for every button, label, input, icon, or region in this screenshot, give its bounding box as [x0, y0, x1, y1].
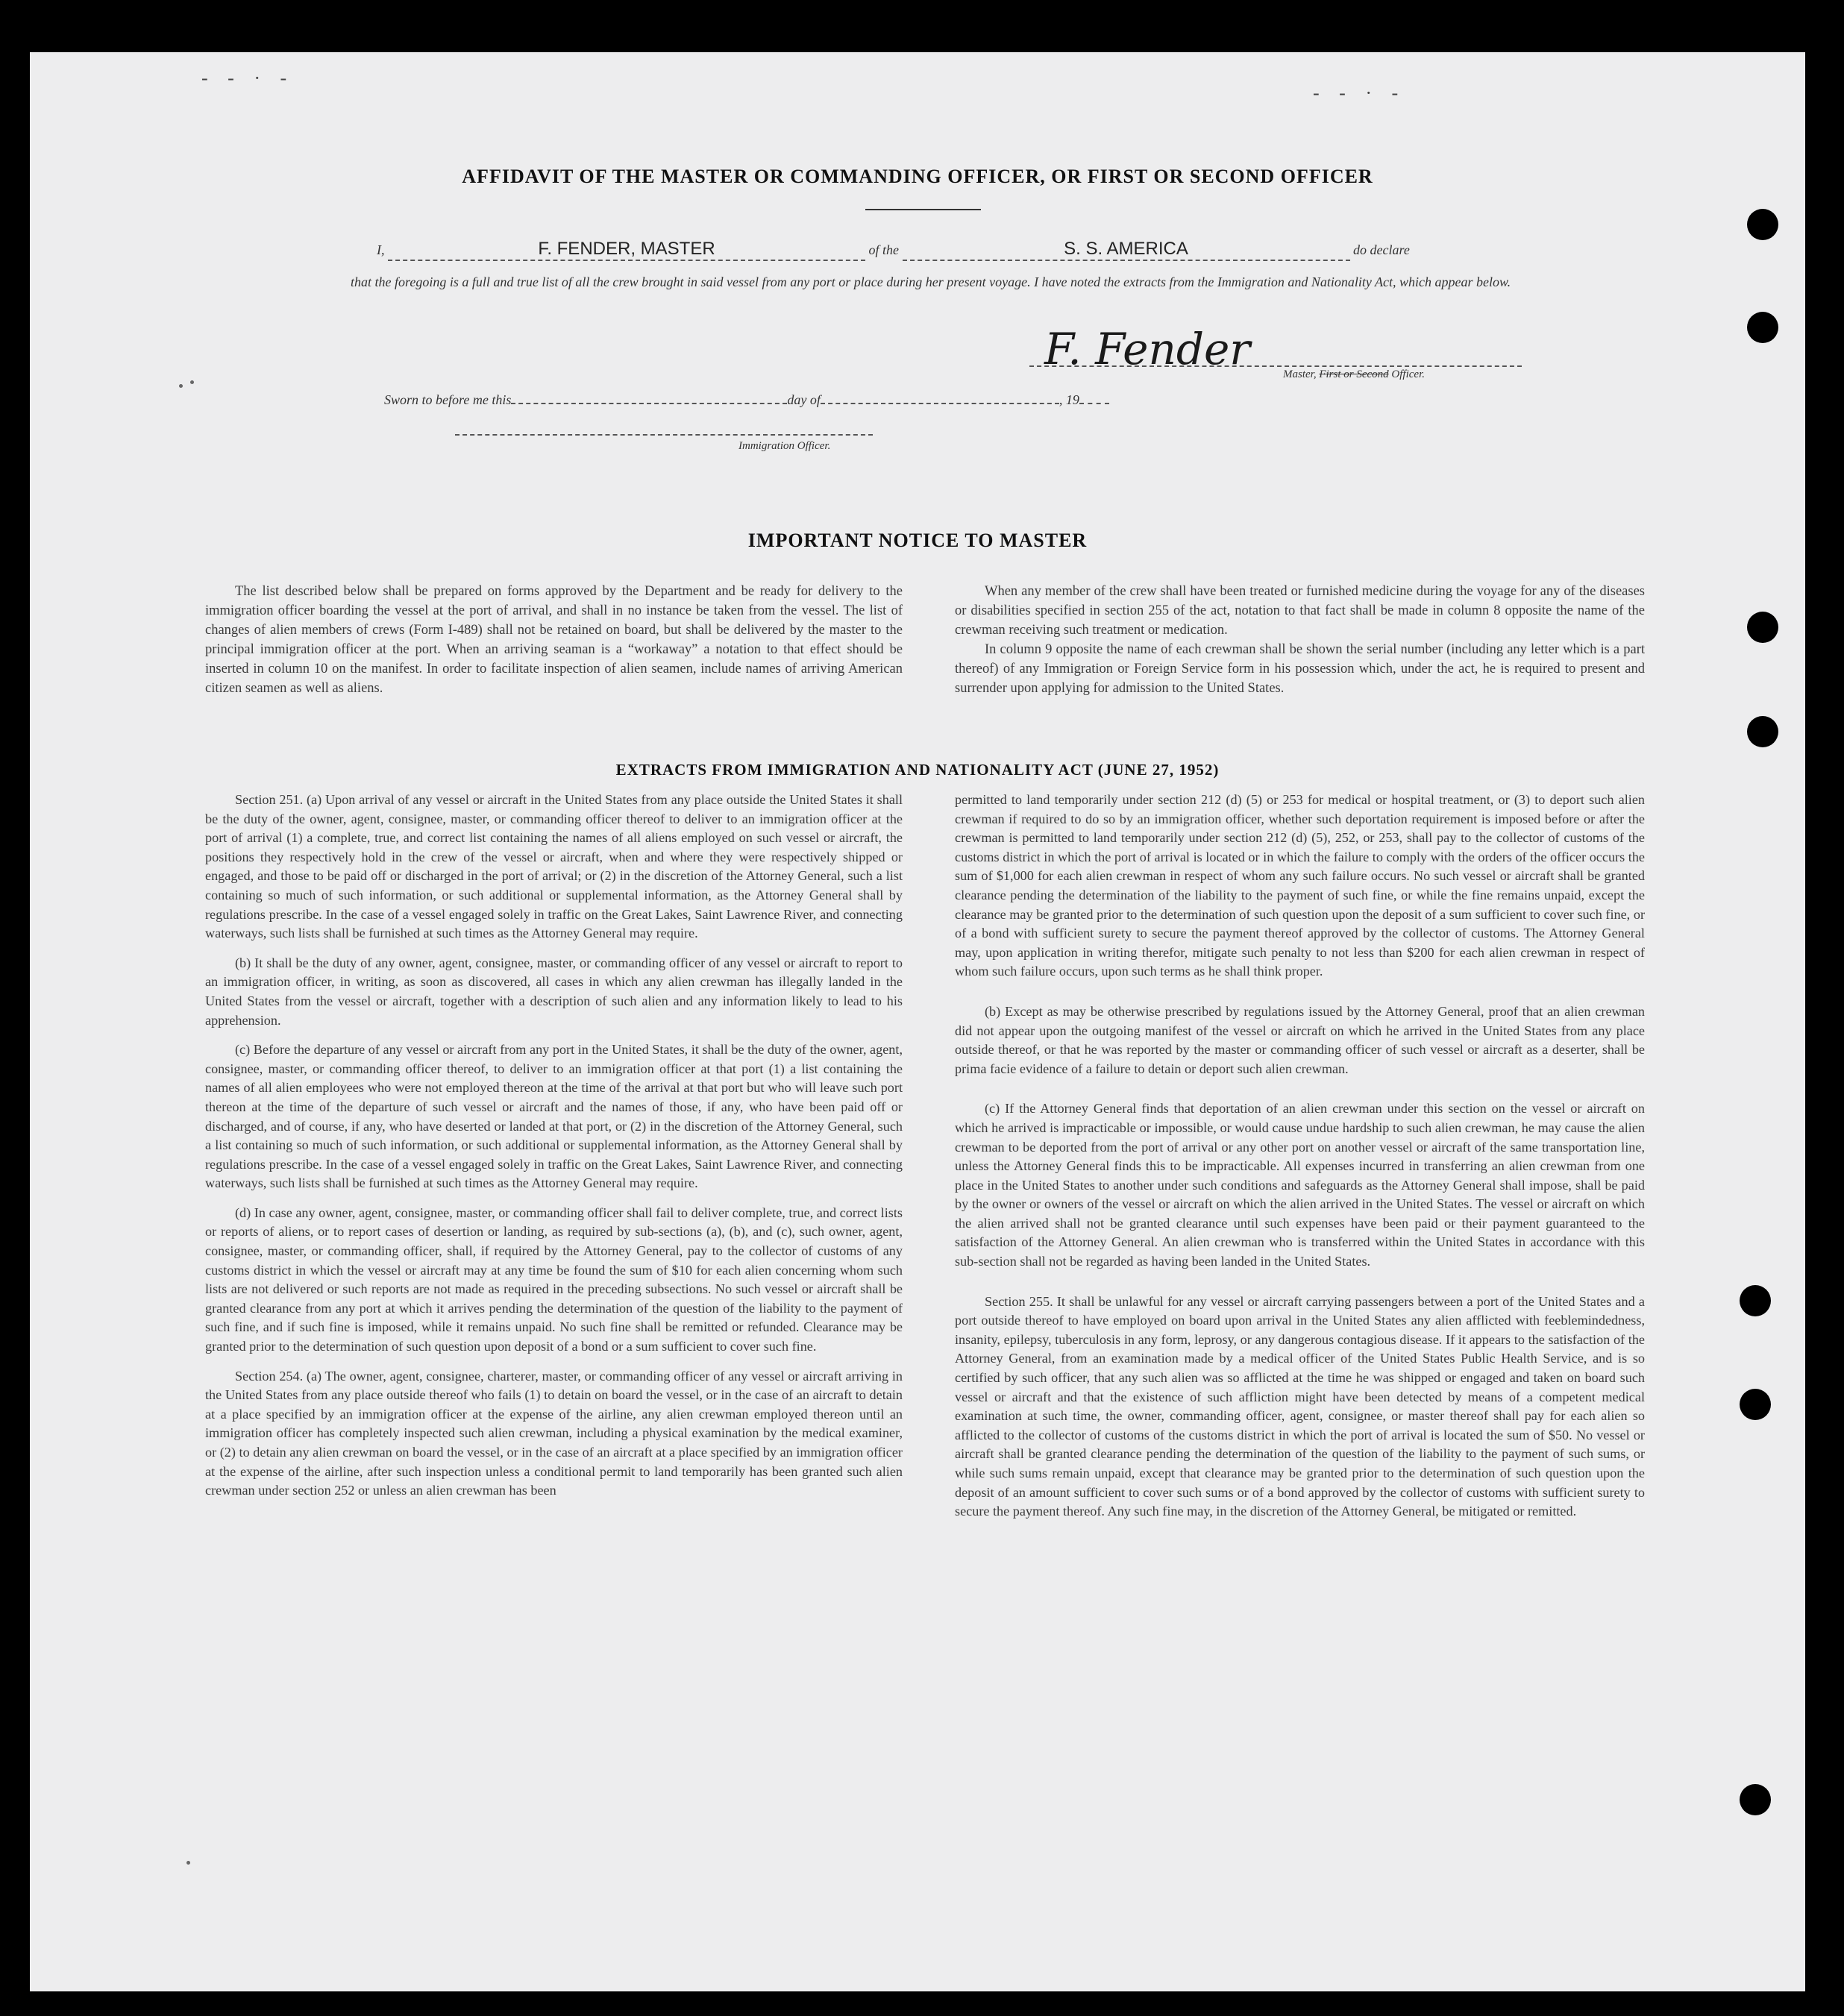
vessel-field: S. S. AMERICA — [903, 239, 1350, 261]
speck — [186, 1861, 190, 1865]
do-declare-label: do declare — [1353, 242, 1410, 257]
declaration-line — [377, 239, 1410, 261]
binder-hole — [1747, 209, 1778, 240]
immigration-officer-line — [455, 434, 873, 436]
sworn-line — [384, 388, 1109, 408]
signature-line — [1029, 365, 1522, 367]
corner-mark-right: - - · - — [1313, 82, 1406, 104]
caption-struck: First or Second — [1319, 368, 1389, 380]
extracts-title: EXTRACTS FROM IMMIGRATION AND NATIONALITY ACT (JUNE 27, 1952) — [615, 761, 1220, 779]
binder-hole — [1740, 1784, 1771, 1815]
extract-paragraph: (b) Except as may be otherwise prescribed by regulations issued by the Attorney General, proof that an alien crewman did not appear upon the outgoing manifest of the vessel or aircraft on which he arrived in the United States from any place outside thereof, or that he was reported by the master or commanding officer of such vessel or aircraft as a deserter, shall be prima facie evidence of a failure to detain or deport such alien crewman. — [955, 1003, 1645, 1076]
extracts-left-column — [205, 791, 903, 1511]
name-field: F. FENDER, MASTER — [388, 239, 865, 261]
year-label: , 19 — [1059, 392, 1079, 407]
binder-hole — [1740, 1389, 1771, 1420]
corner-mark-left: - - · - — [201, 67, 295, 89]
day-of-label: day of — [787, 392, 821, 407]
notice-left-column — [205, 582, 903, 709]
extract-paragraph: Section 254. (a) The owner, agent, consignee, charterer, master, or commanding officer of any vessel or aircraft arriving in the United States from any place outside thereof who fails (1) to detain on board the vessel, or in the case of an aircraft to detain at a place specified by an immigration officer at the expense of the airline, any alien crewman employed thereon until an immigration officer has completely inspected such alien crewman, including a physical examination by the medical examiner, or (2) to detain any alien crewman on board the vessel, or in the case of an aircraft at a place specified by an immigration officer at the expense of the airline, after such inspection unless a conditional permit to land temporarily has been granted such alien crewman under section 252 or unless an alien crewman has been — [205, 1368, 903, 1498]
binder-hole — [1747, 716, 1778, 747]
sworn-label: Sworn to before me this — [384, 392, 512, 407]
affidavit-title: AFFIDAVIT OF THE MASTER OR COMMANDING OFFICER, OR FIRST OR SECOND OFFICER — [462, 166, 1373, 187]
extract-paragraph: Section 255. It shall be unlawful for any vessel or aircraft carrying passengers between a port of the United States and a port outside thereof to have employed on board upon arrival in the United States any alien afflicted with feeblemindedness, insanity, epilepsy, tuberculosis in any form, leprosy, or any dangerous contagious disease. If it appears to the satisfaction of the Attorney General, from an examination made by a medical officer of the United States Public Health Service, and is so certified by such officer, that any such alien was so afflicted at the time he was shipped or engaged and taken on board such vessel or aircraft and that the existence of such affliction might have been detected by means of a competent medical examination at such time, the owner, commanding officer, agent, consignee, or master thereof shall pay for each alien so afflicted to the collector of customs of the customs district in which the port of arrival is located the sum of $50. No vessel or aircraft shall be granted clearance pending the determination of the question of the liability to the payment of such sums, or while such sums remain unpaid, except that clearance may be granted prior to the determination of such question upon the deposit of an amount sufficient to cover such sums or of a bond approved by the collector of customs with sufficient surety to secure the payment thereof. Any such fine may, in the discretion of the Attorney General, be mitigated or remitted. — [955, 1293, 1645, 1519]
caption-officer: Officer. — [1391, 368, 1425, 380]
extract-paragraph: (d) In case any owner, agent, consignee, master, or commanding officer shall fail to deliver complete, true, and correct lists or reports of aliens, or to report cases of desertion or landing, as required by sub-sections (a), (b), and (c), such owner, agent, consignee, master, or commanding officer, shall, if required by the Attorney General, pay to the collector of customs of any customs district in which the vessel or aircraft may at any time be found the sum of $10 for each alien concerning whom such lists are not delivered or such reports are not made as required in the preceding subsections. No such vessel or aircraft shall be granted clearance from any port at which it arrives pending the determination of the question of the liability to the payment of such fine, and if such fine is imposed, while it remains unpaid. No such fine shall be remitted or refunded. Clearance may be granted prior to the determination of such question upon deposit of a bond or a sum sufficient to cover such fine. — [205, 1205, 903, 1354]
extract-paragraph: (c) If the Attorney General finds that deportation of an alien crewman under this section on the vessel or aircraft on which he arrived is impracticable or impossible, or would cause undue hardship to such alien crewman, he may cause the alien crewman to be deported from the port of arrival or any other port on another vessel or aircraft of the same transportation line, unless the Attorney General finds this to be impracticable. All expenses incurred in transferring an alien crewman from one place in the United States to another under such conditions and safeguards as the Attorney General shall impose, shall be paid by the owner or owners of the vessel or aircraft on which the alien arrived in the United States. The vessel or aircraft on which the alien arrived shall not be granted clearance until such expenses have been paid or their payment guaranteed to the satisfaction of the Attorney General. An alien crewman who is transferred within the United States in accordance with this sub-section shall not be regarded as having been landed in the United States. — [955, 1101, 1645, 1269]
sworn-day-field — [511, 388, 787, 404]
signature-text: F. Fender — [1044, 324, 1251, 374]
notice-paragraph: When any member of the crew shall have been treated or furnished medicine during the voyage for any of the diseases or disabilities specified in section 255 of the act, notation to that fact shall be made in column 8 opposite the name of the crewman receiving such treatment or medication. — [955, 584, 1645, 638]
extract-paragraph: (b) It shall be the duty of any owner, agent, consignee, master, or commanding officer of any vessel or aircraft to report to an immigration officer, in writing, as soon as discovered, all cases in which any alien crewman has illegally landed in the United States from the vessel or aircraft, together with a description of such alien and any information likely to lead to his apprehension. — [205, 955, 903, 1028]
notice-paragraph: The list described below shall be prepared on forms approved by the Department and be ready for delivery to the immigration officer boarding the vessel at the port of arrival, and shall in no instance be taken from the vessel. The list of changes of alien members of crews (Form I-489) shall not be retained on board, but shall be delivered by the master to the principal immigration officer at the port. When an arriving seaman is a “workaway” a notation to that effect should be inserted in column 10 on the manifest. In order to facilitate inspection of alien seamen, include names of arriving American citizen seamen as well as aliens. — [205, 584, 903, 696]
document-page — [30, 52, 1805, 1991]
sworn-year-field — [1079, 388, 1109, 404]
binder-hole — [1747, 612, 1778, 643]
extracts-right-column — [955, 791, 1645, 1532]
speck — [190, 380, 194, 384]
caption-master: Master, — [1283, 368, 1317, 380]
binder-hole — [1747, 312, 1778, 343]
notice-right-column — [955, 582, 1645, 709]
sworn-month-field — [821, 388, 1059, 404]
extract-paragraph: Section 251. (a) Upon arrival of any vessel or aircraft in the United States from any place outside the United States it shall be the duty of the owner, agent, consignee, master, or commanding officer thereof to deliver to an immigration officer at the port of arrival (1) a complete, true, and correct list containing the names of all aliens employed on such vessel or aircraft, the positions they respectively hold in the crew of the vessel or aircraft, when and where they were respectively shipped or engaged, and those to be paid off or discharged in the port of arrival; or (2) in the discretion of the Attorney General, such a list containing so much of such information, or such additional or supplemental information, as the Attorney General shall by regulations prescribe. In the case of a vessel engaged solely in traffic on the Great Lakes, Saint Lawrence River, and connecting waterways, such lists shall be furnished at such times as the Attorney General may require. — [205, 792, 903, 941]
declaration-text: that the foregoing is a full and true list of all the crew brought in said vessel from any port or place during her present voyage. I have noted the extracts from the Immigration and Nationality Act, which appear below. — [351, 274, 1511, 289]
immigration-officer-caption: Immigration Officer. — [738, 440, 831, 452]
of-the-label: of the — [868, 242, 899, 257]
speck — [179, 384, 183, 388]
master-signature — [1037, 321, 1276, 380]
extract-paragraph: permitted to land temporarily under section 212 (d) (5) or 253 for medical or hospital treatment, or (3) to deport such alien crewman if required to do so by an immigration officer, whether such deportation requirement is imposed before or after the crewman is permitted to land temporarily under section 212 (d) (5), 252, or 253, shall pay to the collector of customs of the customs district in which the port of arrival is located or in which the failure to comply with the orders of the officer occurs the sum of $1,000 for each alien crewman in respect of whom any such failure occurs. No such vessel or aircraft shall be granted clearance pending the determination of the liability to the payment of such fine, or while the fine remains unpaid, except the clearance may be granted prior to the determination of such question upon the deposit of a sum sufficient to cover such fine, or of a bond with sufficient surety to secure the payment thereof approved by the collector of customs. The Attorney General may, upon application in writing therefor, mitigate such penalty to not less than $200 for each alien crewman in respect of whom such failure occurs, upon such terms as he shall think proper. — [955, 792, 1645, 979]
notice-paragraph: In column 9 opposite the name of each crewman shall be shown the serial number (including any letter which is a part thereof) of any Immigration or Foreign Service form in his possession which, under the act, he is required to present and surrender upon applying for admission to the United States. — [955, 642, 1645, 696]
signature-caption — [1283, 368, 1425, 381]
extract-paragraph: (c) Before the departure of any vessel or aircraft from any port in the United States, it shall be the duty of the owner, agent, consignee, master, or commanding officer thereof, to deliver to an immigration officer at that port (1) a list containing the names of all alien employees who were not employed thereon at the time of the arrival at that port but who will leave such port thereon at the time of the departure of such vessel or aircraft and the names of those, if any, who have been paid off or discharged, and of course, if any, who have deserted or landed at that port, or (2) in the discretion of the Attorney General, such a list containing so much of such information, or such additional or supplemental information, as the Attorney General shall by regulations prescribe. In the case of a vessel engaged solely in traffic on the Great Lakes, Saint Lawrence River, and connecting waterways, such lists shall be furnished at such times as the Attorney General may require. — [205, 1042, 903, 1191]
binder-hole — [1740, 1285, 1771, 1316]
title-underline — [865, 209, 981, 210]
i-label: I, — [377, 242, 385, 257]
notice-title: IMPORTANT NOTICE TO MASTER — [747, 530, 1088, 551]
